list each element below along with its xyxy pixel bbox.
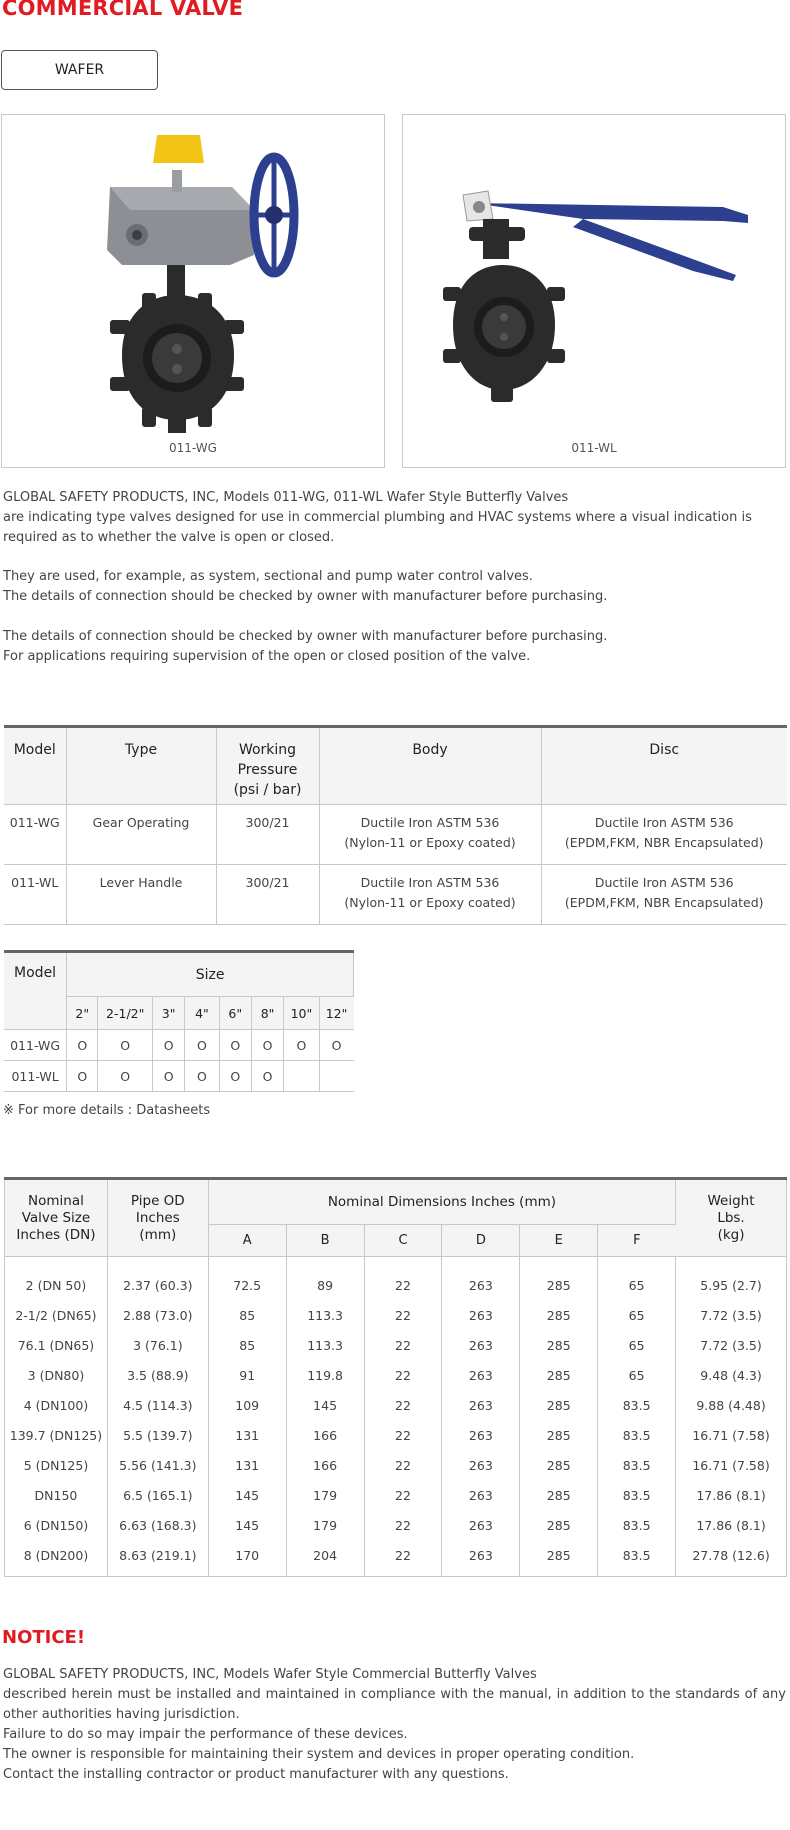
table-cell: 109	[208, 1391, 286, 1421]
table-cell: 113.3	[286, 1301, 364, 1331]
description-paragraph-3	[3, 627, 788, 667]
table-cell: 22	[364, 1451, 442, 1481]
table-cell: 011-WL	[4, 865, 66, 925]
table-cell: O	[98, 1061, 153, 1092]
table-header: Disc	[541, 727, 787, 805]
table-cell: 83.5	[598, 1541, 676, 1577]
table-cell: 285	[520, 1361, 598, 1391]
table-cell: 22	[364, 1511, 442, 1541]
description-line: are indicating type valves designed for use in commercial plumbing and HVAC systems where a visual indication is required as to whether the valve is open or closed.	[3, 510, 752, 545]
table-cell: 4 (DN100)	[5, 1391, 108, 1421]
table-cell: 285	[520, 1257, 598, 1301]
header-line: Lbs.	[717, 1209, 745, 1226]
description-line: The details of connection should be checked by owner with manufacturer before purchasing.	[3, 629, 608, 644]
table-row	[4, 865, 787, 925]
table-cell: 8.63 (219.1)	[107, 1541, 208, 1577]
header-line: Nominal	[28, 1192, 84, 1209]
notice-line: Failure to do so may impair the performance of these devices.	[3, 1727, 408, 1742]
table-cell: 22	[364, 1257, 442, 1301]
table-header-nominal-size	[5, 1179, 108, 1257]
table-row	[5, 1421, 787, 1451]
table-header-weight	[676, 1179, 787, 1257]
table-cell: 166	[286, 1451, 364, 1481]
table-header: Size	[67, 952, 354, 997]
table-header: B	[286, 1225, 364, 1257]
header-line: Valve Size	[21, 1209, 91, 1226]
notice-body	[3, 1665, 786, 1785]
table-cell: O	[251, 1061, 283, 1092]
table-cell: 6.5 (165.1)	[107, 1481, 208, 1511]
table-cell: 263	[442, 1451, 520, 1481]
table-cell: 2-1/2 (DN65)	[5, 1301, 108, 1331]
table-cell: 83.5	[598, 1481, 676, 1511]
table-cell: O	[152, 1030, 184, 1061]
table-header: F	[598, 1225, 676, 1257]
table-cell: Lever Handle	[66, 865, 216, 925]
table-cell: 285	[520, 1421, 598, 1451]
cell-line: (EPDM,FKM, NBR Encapsulated)	[564, 895, 764, 910]
dimensions-table-body	[5, 1257, 787, 1577]
table-header: E	[520, 1225, 598, 1257]
product-image-011-wg	[2, 115, 384, 433]
table-cell: O	[185, 1061, 219, 1092]
tab-wafer[interactable]: WAFER	[1, 50, 158, 90]
table-cell: O	[251, 1030, 283, 1061]
table-cell: 22	[364, 1421, 442, 1451]
header-line: Inches	[135, 1209, 180, 1226]
table-row	[5, 1301, 787, 1331]
spec-table	[4, 725, 787, 925]
table-cell: 17.86 (8.1)	[696, 1488, 766, 1503]
header-line: (mm)	[139, 1226, 177, 1243]
description-line: They are used, for example, as system, sectional and pump water control valves.	[3, 569, 533, 584]
table-cell: 22	[364, 1301, 442, 1331]
table-header-row	[4, 727, 787, 805]
table-cell: DN150	[5, 1481, 108, 1511]
table-cell: 89	[286, 1257, 364, 1301]
dimensions-table	[4, 1177, 787, 1577]
product-card-011-wg[interactable]	[1, 114, 385, 468]
cell-line: Ductile Iron ASTM 536	[594, 875, 734, 890]
table-header: 12"	[319, 997, 353, 1030]
table-header-dimensions: Nominal Dimensions Inches (mm)	[208, 1179, 675, 1225]
table-cell	[319, 1061, 353, 1092]
table-header-row	[5, 1179, 787, 1225]
table-cell: 3.5 (88.9)	[107, 1361, 208, 1391]
table-cell: 2.88 (73.0)	[107, 1301, 208, 1331]
datasheet-note[interactable]: ※ For more details : Datasheets	[3, 1103, 211, 1118]
table-cell: 263	[442, 1361, 520, 1391]
table-cell: 119.8	[286, 1361, 364, 1391]
table-cell: Gear Operating	[66, 805, 216, 865]
table-header: 6"	[219, 997, 251, 1030]
table-row	[5, 1257, 787, 1301]
notice-title: NOTICE!	[2, 1627, 86, 1648]
table-cell: 170	[208, 1541, 286, 1577]
table-header: Model	[4, 727, 66, 805]
table-cell: 145	[208, 1481, 286, 1511]
table-cell: 72.5	[208, 1257, 286, 1301]
table-header: Body	[319, 727, 541, 805]
product-caption: 011-WL	[571, 441, 617, 455]
table-cell: 011-WG	[4, 805, 66, 865]
table-cell: 85	[208, 1301, 286, 1331]
table-row	[5, 1511, 787, 1541]
table-cell: 22	[364, 1481, 442, 1511]
table-cell: O	[319, 1030, 353, 1061]
table-cell: 2 (DN 50)	[5, 1257, 108, 1301]
table-cell: 179	[286, 1511, 364, 1541]
table-cell: 139.7 (DN125)	[5, 1421, 108, 1451]
table-cell: 17.86 (8.1)	[696, 1518, 766, 1533]
product-image-011-wl	[403, 115, 785, 433]
table-header: C	[364, 1225, 442, 1257]
table-cell: 204	[286, 1541, 364, 1577]
table-header: 10"	[284, 997, 319, 1030]
description-paragraph-2	[3, 567, 788, 607]
table-cell: 65	[598, 1331, 676, 1361]
cell-line: Ductile Iron ASTM 536	[360, 815, 500, 830]
table-cell	[541, 865, 787, 925]
table-row	[4, 805, 787, 865]
table-header-row	[4, 952, 354, 997]
cell-line: Ductile Iron ASTM 536	[360, 875, 500, 890]
table-row	[5, 1331, 787, 1361]
table-cell	[319, 805, 541, 865]
table-cell: 7.72 (3.5)	[700, 1308, 762, 1323]
table-cell: 285	[520, 1391, 598, 1421]
table-cell: O	[219, 1061, 251, 1092]
table-cell: 263	[442, 1391, 520, 1421]
table-cell: 300/21	[216, 865, 319, 925]
table-cell: 011-WG	[4, 1030, 67, 1061]
page-title: COMMERCIAL VALVE	[2, 0, 244, 20]
notice-line: GLOBAL SAFETY PRODUCTS, INC, Models Wafer Style Commercial Butterfly Valves	[3, 1667, 537, 1682]
table-cell: 285	[520, 1481, 598, 1511]
table-cell: 011-WL	[4, 1061, 67, 1092]
table-header: Model	[4, 952, 67, 1030]
table-cell: O	[185, 1030, 219, 1061]
table-header: D	[442, 1225, 520, 1257]
table-cell: 83.5	[598, 1511, 676, 1541]
table-row	[5, 1541, 787, 1577]
table-cell: 65	[598, 1301, 676, 1331]
notice-line: The owner is responsible for maintaining their system and devices in proper operating condition.	[3, 1747, 635, 1762]
table-cell: 145	[208, 1511, 286, 1541]
header-line: (kg)	[717, 1226, 745, 1243]
table-cell: 131	[208, 1451, 286, 1481]
table-cell: 4.5 (114.3)	[107, 1391, 208, 1421]
table-cell: 76.1 (DN65)	[5, 1331, 108, 1361]
table-cell: 113.3	[286, 1331, 364, 1361]
table-cell: 263	[442, 1511, 520, 1541]
table-cell: 5.56 (141.3)	[107, 1451, 208, 1481]
table-cell: 3 (DN80)	[5, 1361, 108, 1391]
table-cell: 27.78 (12.6)	[676, 1541, 787, 1577]
table-cell: 22	[364, 1331, 442, 1361]
table-header: Type	[66, 727, 216, 805]
table-header: 8"	[251, 997, 283, 1030]
cell-line: (EPDM,FKM, NBR Encapsulated)	[564, 835, 764, 850]
table-cell: O	[219, 1030, 251, 1061]
table-row	[5, 1391, 787, 1421]
table-row	[4, 1030, 354, 1061]
description-line: The details of connection should be checked by owner with manufacturer before purchasing.	[3, 589, 608, 604]
table-cell: 16.71 (7.58)	[692, 1458, 770, 1473]
table-cell: 85	[208, 1331, 286, 1361]
cell-line: (Nylon-11 or Epoxy coated)	[344, 895, 516, 910]
table-cell: 300/21	[216, 805, 319, 865]
table-header: A	[208, 1225, 286, 1257]
table-cell: O	[284, 1030, 319, 1061]
cell-line: Ductile Iron ASTM 536	[594, 815, 734, 830]
table-cell: 263	[442, 1301, 520, 1331]
table-row	[5, 1451, 787, 1481]
table-cell: 65	[598, 1361, 676, 1391]
table-cell: 22	[364, 1541, 442, 1577]
table-header: Working Pressure (psi / bar)	[216, 727, 319, 805]
table-row	[5, 1481, 787, 1511]
table-cell: O	[67, 1030, 98, 1061]
table-cell: 263	[442, 1541, 520, 1577]
table-cell: 9.48 (4.3)	[700, 1368, 762, 1383]
description-paragraph-1	[3, 488, 788, 548]
table-cell: 65	[598, 1257, 676, 1301]
table-cell	[319, 865, 541, 925]
table-cell: 166	[286, 1421, 364, 1451]
table-header: 2-1/2"	[98, 997, 153, 1030]
table-header: 4"	[185, 997, 219, 1030]
table-cell: 3 (76.1)	[107, 1331, 208, 1361]
table-cell: 145	[286, 1391, 364, 1421]
table-cell	[541, 805, 787, 865]
header-line: Pipe OD	[130, 1192, 185, 1209]
table-cell: 22	[364, 1361, 442, 1391]
description-line: For applications requiring supervision of the open or closed position of the valve.	[3, 649, 531, 664]
table-cell: 83.5	[598, 1391, 676, 1421]
table-cell: O	[98, 1030, 153, 1061]
table-row	[4, 1061, 354, 1092]
table-header: 3"	[152, 997, 184, 1030]
table-cell: 5.5 (139.7)	[107, 1421, 208, 1451]
table-cell: 285	[520, 1511, 598, 1541]
table-cell: 5.95 (2.7)	[700, 1278, 762, 1294]
table-cell: 7.72 (3.5)	[700, 1338, 762, 1353]
table-cell: 263	[442, 1421, 520, 1451]
table-cell	[284, 1061, 319, 1092]
table-cell: 285	[520, 1301, 598, 1331]
table-cell: 263	[442, 1257, 520, 1301]
table-cell: 83.5	[598, 1421, 676, 1451]
table-cell: 2.37 (60.3)	[107, 1257, 208, 1301]
table-cell: 83.5	[598, 1451, 676, 1481]
notice-line: described herein must be installed and maintained in compliance with the manual, in addition to the standards of any other authorities having jurisdiction.	[3, 1687, 786, 1722]
table-cell: 8 (DN200)	[5, 1541, 108, 1577]
table-cell: 263	[442, 1331, 520, 1361]
table-row	[5, 1361, 787, 1391]
table-cell: 179	[286, 1481, 364, 1511]
table-cell: O	[67, 1061, 98, 1092]
table-header: 2"	[67, 997, 98, 1030]
table-cell: 91	[208, 1361, 286, 1391]
product-card-011-wl[interactable]	[402, 114, 786, 468]
table-cell: 16.71 (7.58)	[692, 1428, 770, 1443]
table-header-pipe-od	[107, 1179, 208, 1257]
table-cell: 285	[520, 1331, 598, 1361]
table-cell: 22	[364, 1391, 442, 1421]
header-line: Weight	[707, 1192, 755, 1209]
table-cell: 6 (DN150)	[5, 1511, 108, 1541]
table-cell: 5 (DN125)	[5, 1451, 108, 1481]
header-line: Inches (DN)	[16, 1226, 96, 1243]
table-cell: 131	[208, 1421, 286, 1451]
table-cell: 285	[520, 1451, 598, 1481]
size-table	[4, 950, 354, 1092]
description-line: GLOBAL SAFETY PRODUCTS, INC, Models 011-WG, 011-WL Wafer Style Butterfly Valves	[3, 490, 569, 505]
table-cell: 6.63 (168.3)	[107, 1511, 208, 1541]
table-cell: 263	[442, 1481, 520, 1511]
product-caption: 011-WG	[169, 441, 217, 455]
cell-line: (Nylon-11 or Epoxy coated)	[344, 835, 516, 850]
notice-line: Contact the installing contractor or product manufacturer with any questions.	[3, 1767, 509, 1782]
table-cell: 285	[520, 1541, 598, 1577]
table-cell: 9.88 (4.48)	[696, 1398, 766, 1413]
table-cell: O	[152, 1061, 184, 1092]
